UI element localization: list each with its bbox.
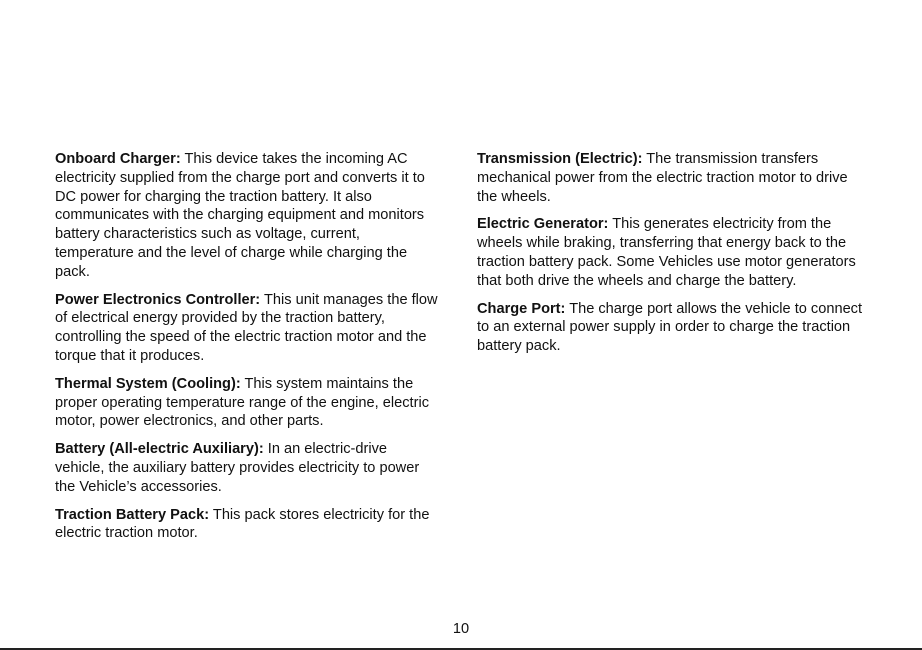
entry-text: This device takes the incoming AC electricity supplied from the charge port and converts it to DC power for charging the traction battery. It also communicates with the charging equipment and monitors battery characteristics such as voltage, current, temperature and the level of charge while charging the pack. [55, 151, 425, 280]
entry-text: This system maintains the proper operating temperature range of the engine, electric motor, power electronics, and other parts. [55, 375, 429, 430]
entry-electric-generator [477, 215, 869, 290]
entry-onboard-charger [55, 150, 440, 282]
entry-term: Traction Battery Pack: [55, 506, 210, 523]
page-number: 10 [452, 621, 470, 637]
entry-text: This unit manages the flow of electrical energy provided by the traction battery, controlling the speed of the electric traction motor and the torque that it produces. [55, 291, 438, 364]
left-column [55, 150, 440, 552]
entry-term: Power Electronics Controller: [55, 291, 261, 308]
entry-transmission [477, 150, 869, 206]
entry-text: The charge port allows the vehicle to connect to an external power supply in order to charge the traction battery pack. [477, 300, 863, 355]
entry-text: This pack stores electricity for the electric traction motor. [55, 506, 430, 542]
right-column [477, 150, 869, 365]
entry-power-electronics-controller [55, 291, 440, 366]
entry-term: Battery (All-electric Auxiliary): [55, 441, 264, 458]
entry-traction-battery-pack [55, 506, 440, 544]
entry-term: Onboard Charger: [55, 151, 181, 167]
entry-text: This generates electricity from the wheels while braking, transferring that energy back to the traction battery pack. Some Vehicles use motor generators that both drive the wheels and charge the battery. [477, 216, 856, 289]
entry-text: In an electric-drive vehicle, the auxiliary battery provides electricity to power the Vehicle’s accessories. [55, 441, 420, 495]
entry-auxiliary-battery [55, 440, 440, 496]
entry-term: Thermal System (Cooling): [55, 375, 241, 392]
entry-text: The transmission transfers mechanical power from the electric traction motor to drive the wheels. [477, 151, 848, 205]
entry-term: Charge Port: [477, 300, 566, 317]
entry-term: Transmission (Electric): [477, 151, 643, 167]
entry-charge-port [477, 300, 869, 356]
entry-term: Electric Generator: [477, 216, 609, 233]
entry-thermal-system [55, 375, 440, 431]
